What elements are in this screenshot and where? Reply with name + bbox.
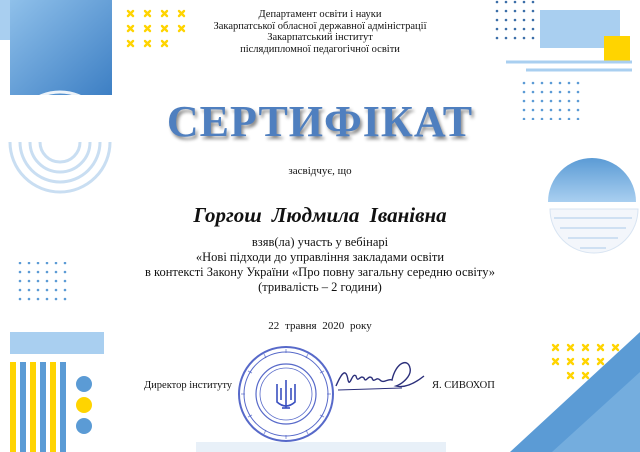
header-line-1: Департамент освіти і науки	[258, 9, 382, 20]
signatory-name: Я. СИВОХОП	[432, 380, 495, 391]
director-signature	[332, 354, 432, 398]
header-line-4: післядипломної педагогічної освіти	[240, 43, 400, 55]
signatory-role: Директор інституту	[144, 380, 233, 391]
certifies-text: засвідчує, що	[288, 165, 352, 177]
recipient-name: Горгош Людмила Іванівна	[193, 203, 447, 227]
trident-icon	[277, 380, 295, 408]
body-line-3: в контексті Закону України «Про повну загальну середню освіту»	[144, 265, 496, 279]
body-line-1: взяв(ла) участь у вебінарі	[251, 235, 389, 249]
header-line-2: Закарпатської обласної державної адміністрації	[213, 20, 427, 32]
official-stamp	[236, 344, 336, 444]
participation-text	[110, 235, 530, 295]
header-line-3: Закарпатський інститут	[267, 32, 373, 43]
body-line-4: (тривалість – 2 години)	[258, 280, 382, 294]
body-line-2: «Нові підходи до управління закладами освіти	[195, 250, 445, 264]
institution-header	[170, 9, 470, 55]
issue-date: 22 травня 2020 року	[268, 320, 372, 332]
certificate-title: СЕРТИФІКАТ	[166, 97, 474, 146]
